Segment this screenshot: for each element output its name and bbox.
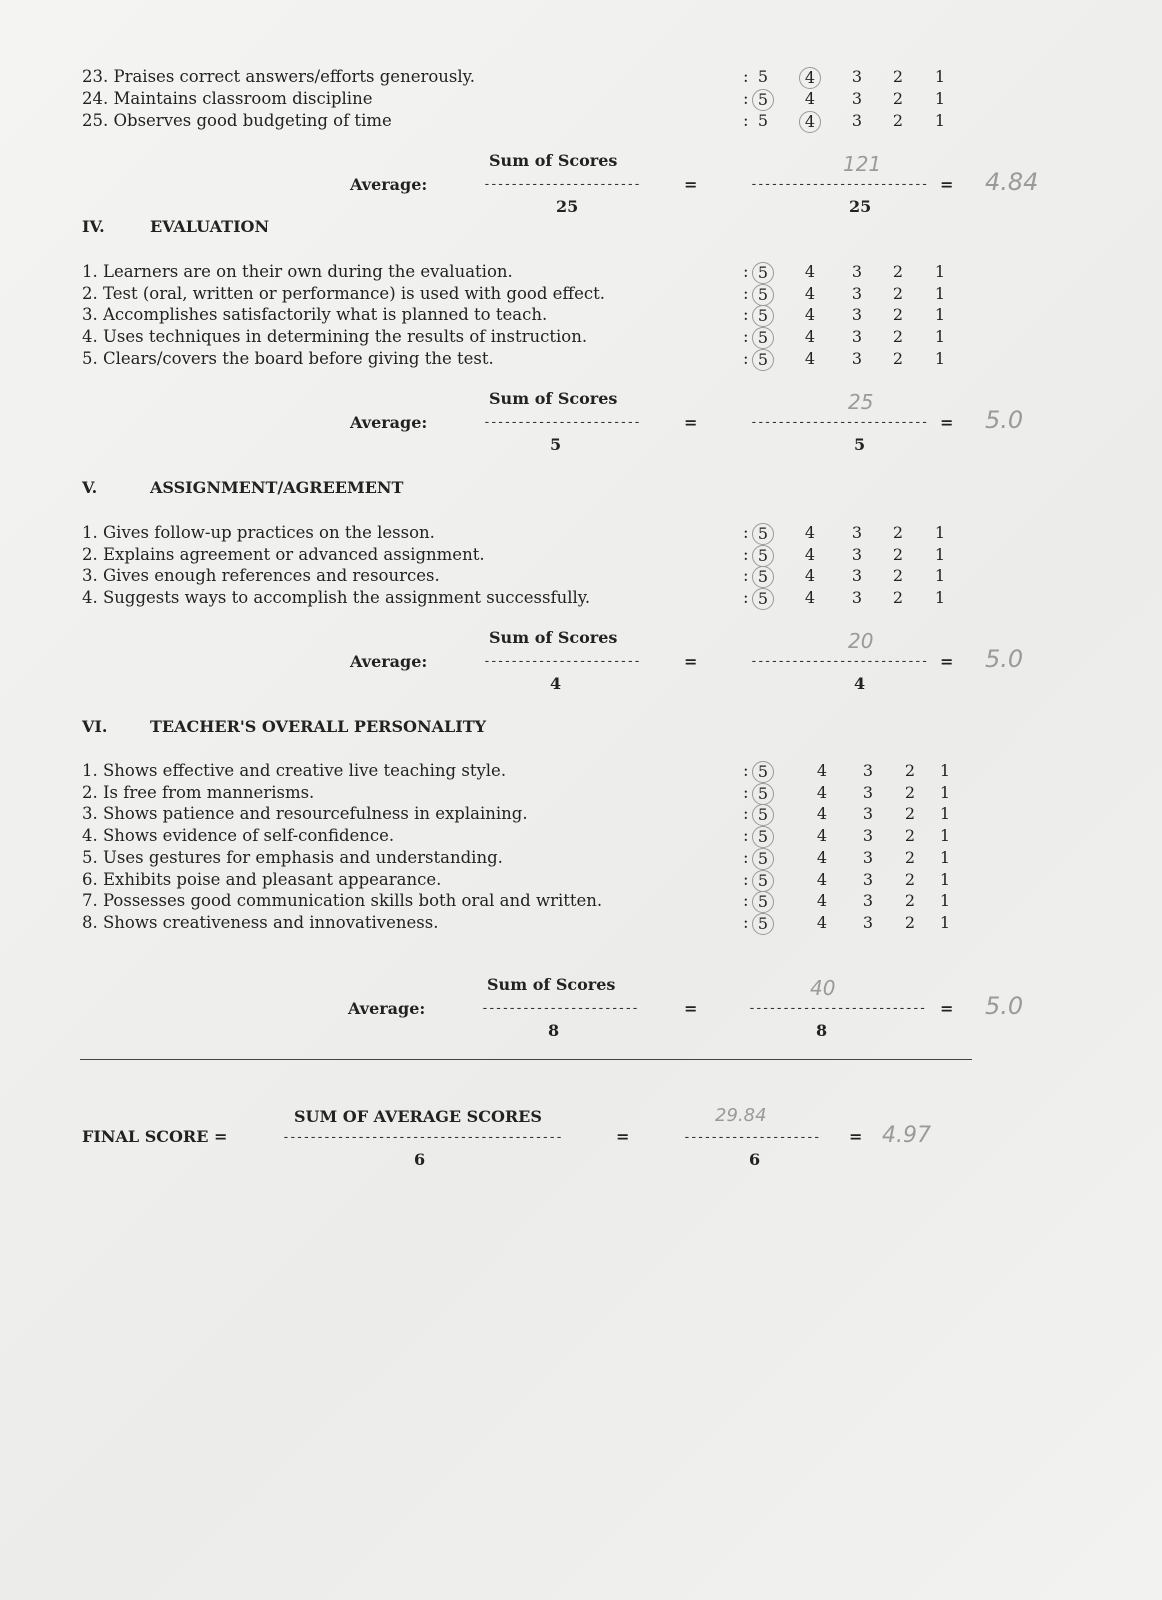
colon: : (743, 891, 749, 911)
rating-option-4[interactable]: 4 (804, 348, 816, 368)
equals-sign: = (684, 652, 698, 671)
criterion-text: 3. Gives enough references and resources. (82, 566, 440, 586)
rating-option-2[interactable]: 2 (892, 588, 904, 608)
sum-of-scores-label: Sum of Scores (489, 389, 618, 408)
rating-option-1[interactable]: 1 (934, 111, 946, 130)
average-label: Average: (350, 175, 428, 194)
fraction-line: -------------------------- (750, 415, 928, 430)
rating-option-1[interactable]: 1 (939, 847, 951, 867)
rating-option-5[interactable]: 5 (752, 545, 774, 567)
colon: : (743, 847, 749, 867)
criterion-text: 1. Shows effective and creative live teaching style. (82, 761, 507, 780)
criterion-text: 25. Observes good budgeting of time (82, 111, 392, 130)
rating-option-2[interactable]: 2 (892, 544, 904, 564)
rating-option-3[interactable]: 3 (851, 111, 863, 130)
rating-option-2[interactable]: 2 (892, 262, 904, 281)
equals-sign: = (616, 1127, 630, 1146)
rating-option-4[interactable]: 4 (804, 89, 816, 108)
final-score-label: FINAL SCORE = (82, 1127, 228, 1146)
criterion-text: 4. Suggests ways to accomplish the assignment successfully. (82, 588, 591, 608)
rating-option-3[interactable]: 3 (851, 588, 863, 608)
rating-option-2[interactable]: 2 (892, 305, 904, 325)
rating-option-4[interactable]: 4 (816, 912, 828, 932)
fraction-line: -------------------------- (750, 177, 928, 192)
handwritten-sum: 121 (843, 152, 882, 176)
criterion-text: 5. Clears/covers the board before giving the test. (82, 348, 494, 368)
colon: : (743, 761, 749, 780)
rating-option-4[interactable]: 4 (816, 826, 828, 846)
sum-of-scores-label: Sum of Scores (487, 975, 616, 994)
colon: : (743, 523, 749, 542)
rating-option-1[interactable]: 1 (934, 348, 946, 368)
rating-option-3[interactable]: 3 (862, 826, 874, 846)
rating-option-1[interactable]: 1 (939, 912, 951, 932)
section-title: ASSIGNMENT/AGREEMENT (150, 478, 404, 497)
criterion-text: 3. Accomplishes satisfactorily what is planned to teach. (82, 305, 548, 325)
criterion-text: 1. Learners are on their own during the evaluation. (82, 262, 513, 281)
divisor: 4 (550, 674, 562, 693)
rating-option-5[interactable]: 5 (752, 783, 774, 805)
equals-sign: = (684, 413, 698, 432)
rating-option-4[interactable]: 4 (799, 111, 821, 133)
criterion-text: 5. Uses gestures for emphasis and understanding. (82, 847, 503, 867)
rating-option-4[interactable]: 4 (804, 566, 816, 586)
divisor-right: 4 (854, 674, 866, 693)
rating-option-1[interactable]: 1 (939, 804, 951, 824)
equals-sign: = (940, 175, 954, 194)
equals-sign: = (849, 1127, 863, 1146)
sum-of-scores-label: Sum of Scores (489, 151, 618, 170)
rating-option-4[interactable]: 4 (816, 891, 828, 911)
criterion-text: 6. Exhibits poise and pleasant appearance. (82, 869, 442, 889)
colon: : (743, 111, 749, 130)
fraction-line: -------------------- (683, 1130, 820, 1145)
fraction-line: ----------------------- (481, 1001, 639, 1016)
section-numeral: IV. (82, 217, 105, 236)
colon: : (743, 544, 749, 564)
rating-option-2[interactable]: 2 (892, 111, 904, 130)
rating-option-4[interactable]: 4 (804, 544, 816, 564)
divisor-right: 25 (849, 197, 872, 216)
rating-option-1[interactable]: 1 (934, 588, 946, 608)
colon: : (743, 262, 749, 281)
rating-option-2[interactable]: 2 (892, 67, 904, 86)
rating-option-4[interactable]: 4 (816, 761, 828, 780)
rating-option-3[interactable]: 3 (851, 566, 863, 586)
rating-option-5[interactable]: 5 (752, 913, 774, 935)
rating-option-5[interactable]: 5 (752, 891, 774, 913)
rating-option-2[interactable]: 2 (904, 782, 916, 802)
rating-option-5[interactable]: 5 (752, 826, 774, 848)
colon: : (743, 826, 749, 846)
rating-option-4[interactable]: 4 (804, 327, 816, 347)
rating-option-4[interactable]: 4 (804, 588, 816, 608)
rating-option-1[interactable]: 1 (934, 262, 946, 281)
rating-option-2[interactable]: 2 (892, 523, 904, 542)
divisor-right: 8 (816, 1021, 828, 1040)
fraction-line: ----------------------- (483, 654, 641, 669)
rating-option-5[interactable]: 5 (752, 305, 774, 327)
handwritten-sum: 40 (810, 976, 836, 1000)
fraction-line: ----------------------- (483, 415, 641, 430)
rating-option-5[interactable]: 5 (757, 111, 769, 130)
rating-option-2[interactable]: 2 (904, 912, 916, 932)
rating-option-1[interactable]: 1 (934, 327, 946, 347)
rating-option-4[interactable]: 4 (804, 262, 816, 281)
rating-option-3[interactable]: 3 (851, 283, 863, 303)
colon: : (743, 305, 749, 325)
colon: : (743, 869, 749, 889)
colon: : (743, 588, 749, 608)
rating-option-3[interactable]: 3 (862, 891, 874, 911)
section-title: TEACHER'S OVERALL PERSONALITY (150, 717, 487, 736)
rating-option-4[interactable]: 4 (804, 283, 816, 303)
criterion-text: 8. Shows creativeness and innovativeness. (82, 912, 439, 932)
rating-option-2[interactable]: 2 (904, 826, 916, 846)
colon: : (743, 283, 749, 303)
rating-option-5[interactable]: 5 (752, 349, 774, 371)
rating-option-1[interactable]: 1 (934, 305, 946, 325)
final-divisor: 6 (414, 1150, 426, 1169)
rating-option-5[interactable]: 5 (752, 566, 774, 588)
rating-option-1[interactable]: 1 (934, 566, 946, 586)
handwritten-sum: 29.84 (715, 1105, 767, 1126)
rating-option-1[interactable]: 1 (939, 826, 951, 846)
rating-option-1[interactable]: 1 (939, 782, 951, 802)
rating-option-3[interactable]: 3 (862, 912, 874, 932)
equals-sign: = (684, 999, 698, 1018)
rating-option-3[interactable]: 3 (851, 327, 863, 347)
rating-option-5[interactable]: 5 (752, 89, 774, 111)
fraction-line: ----------------------------------------- (282, 1130, 562, 1145)
rating-option-2[interactable]: 2 (904, 847, 916, 867)
rating-option-4[interactable]: 4 (804, 305, 816, 325)
criterion-text: 1. Gives follow-up practices on the lesson. (82, 523, 435, 542)
handwritten-average: 5.0 (985, 406, 1024, 434)
rating-option-2[interactable]: 2 (892, 327, 904, 347)
equals-sign: = (940, 652, 954, 671)
rating-option-3[interactable]: 3 (851, 305, 863, 325)
rating-option-5[interactable]: 5 (752, 262, 774, 284)
handwritten-average: 5.0 (985, 992, 1024, 1020)
colon: : (743, 782, 749, 802)
rating-option-3[interactable]: 3 (851, 262, 863, 281)
criterion-text: 3. Shows patience and resourcefulness in explaining. (82, 804, 528, 824)
rating-option-2[interactable]: 2 (904, 869, 916, 889)
handwritten-average: 5.0 (985, 645, 1024, 673)
rating-option-1[interactable]: 1 (939, 891, 951, 911)
rating-option-4[interactable]: 4 (799, 67, 821, 89)
rating-option-2[interactable]: 2 (892, 89, 904, 108)
handwritten-final-score: 4.97 (882, 1123, 931, 1148)
rating-option-3[interactable]: 3 (851, 544, 863, 564)
section-title: EVALUATION (150, 217, 270, 236)
sum-of-scores-label: Sum of Scores (489, 628, 618, 647)
rating-option-4[interactable]: 4 (816, 782, 828, 802)
rating-option-2[interactable]: 2 (904, 761, 916, 780)
colon: : (743, 89, 749, 108)
criterion-text: 2. Is free from mannerisms. (82, 782, 315, 802)
criterion-text: 23. Praises correct answers/efforts generously. (82, 67, 476, 86)
fraction-line: -------------------------- (750, 654, 928, 669)
criterion-text: 2. Explains agreement or advanced assignment. (82, 544, 485, 564)
rating-option-1[interactable]: 1 (934, 283, 946, 303)
final-divisor-right: 6 (749, 1150, 761, 1169)
average-label: Average: (348, 999, 426, 1018)
average-label: Average: (350, 652, 428, 671)
rating-option-5[interactable]: 5 (757, 67, 769, 86)
rating-option-5[interactable]: 5 (752, 284, 774, 306)
rating-option-4[interactable]: 4 (816, 847, 828, 867)
handwritten-sum: 20 (848, 629, 874, 653)
rating-option-4[interactable]: 4 (816, 804, 828, 824)
colon: : (743, 327, 749, 347)
rating-option-5[interactable]: 5 (752, 588, 774, 610)
criterion-text: 4. Shows evidence of self-confidence. (82, 826, 395, 846)
rating-option-3[interactable]: 3 (862, 869, 874, 889)
section-numeral: VI. (82, 717, 108, 736)
colon: : (743, 566, 749, 586)
rating-option-4[interactable]: 4 (816, 869, 828, 889)
fraction-line: -------------------------- (748, 1001, 926, 1016)
handwritten-average: 4.84 (985, 168, 1039, 196)
rating-option-5[interactable]: 5 (752, 761, 774, 783)
rating-option-1[interactable]: 1 (934, 523, 946, 542)
rating-option-3[interactable]: 3 (851, 348, 863, 368)
rating-option-2[interactable]: 2 (892, 283, 904, 303)
section-numeral: V. (82, 478, 98, 497)
rating-option-2[interactable]: 2 (904, 804, 916, 824)
rating-option-3[interactable]: 3 (862, 847, 874, 867)
criterion-text: 4. Uses techniques in determining the results of instruction. (82, 327, 588, 347)
rating-option-2[interactable]: 2 (904, 891, 916, 911)
rating-option-5[interactable]: 5 (752, 804, 774, 826)
rating-option-1[interactable]: 1 (934, 89, 946, 108)
equals-sign: = (940, 413, 954, 432)
divisor: 5 (550, 435, 562, 454)
divisor: 8 (548, 1021, 560, 1040)
rating-option-3[interactable]: 3 (862, 761, 874, 780)
rating-option-3[interactable]: 3 (862, 804, 874, 824)
rating-option-5[interactable]: 5 (752, 327, 774, 349)
colon: : (743, 67, 749, 86)
divisor-right: 5 (854, 435, 866, 454)
rating-option-1[interactable]: 1 (939, 869, 951, 889)
fraction-line: ----------------------- (483, 177, 641, 192)
rating-option-5[interactable]: 5 (752, 523, 774, 545)
rating-option-3[interactable]: 3 (862, 782, 874, 802)
rating-option-1[interactable]: 1 (934, 67, 946, 86)
equals-sign: = (684, 175, 698, 194)
colon: : (743, 804, 749, 824)
rating-option-2[interactable]: 2 (892, 566, 904, 586)
criterion-text: 24. Maintains classroom discipline (82, 89, 373, 108)
equals-sign: = (940, 999, 954, 1018)
rating-option-3[interactable]: 3 (851, 523, 863, 542)
colon: : (743, 912, 749, 932)
rating-option-3[interactable]: 3 (851, 89, 863, 108)
rating-option-4[interactable]: 4 (804, 523, 816, 542)
rating-option-1[interactable]: 1 (934, 544, 946, 564)
handwritten-sum: 25 (848, 390, 874, 414)
divisor: 25 (556, 197, 579, 216)
rating-option-2[interactable]: 2 (892, 348, 904, 368)
colon: : (743, 348, 749, 368)
divider-line (80, 1059, 972, 1060)
rating-option-3[interactable]: 3 (851, 67, 863, 86)
criterion-text: 2. Test (oral, written or performance) is used with good effect. (82, 283, 606, 303)
rating-option-5[interactable]: 5 (752, 848, 774, 870)
rating-option-1[interactable]: 1 (939, 761, 951, 780)
criterion-text: 7. Possesses good communication skills both oral and written. (82, 891, 603, 911)
average-label: Average: (350, 413, 428, 432)
sum-of-average-label: SUM OF AVERAGE SCORES (294, 1107, 542, 1126)
rating-option-5[interactable]: 5 (752, 870, 774, 892)
